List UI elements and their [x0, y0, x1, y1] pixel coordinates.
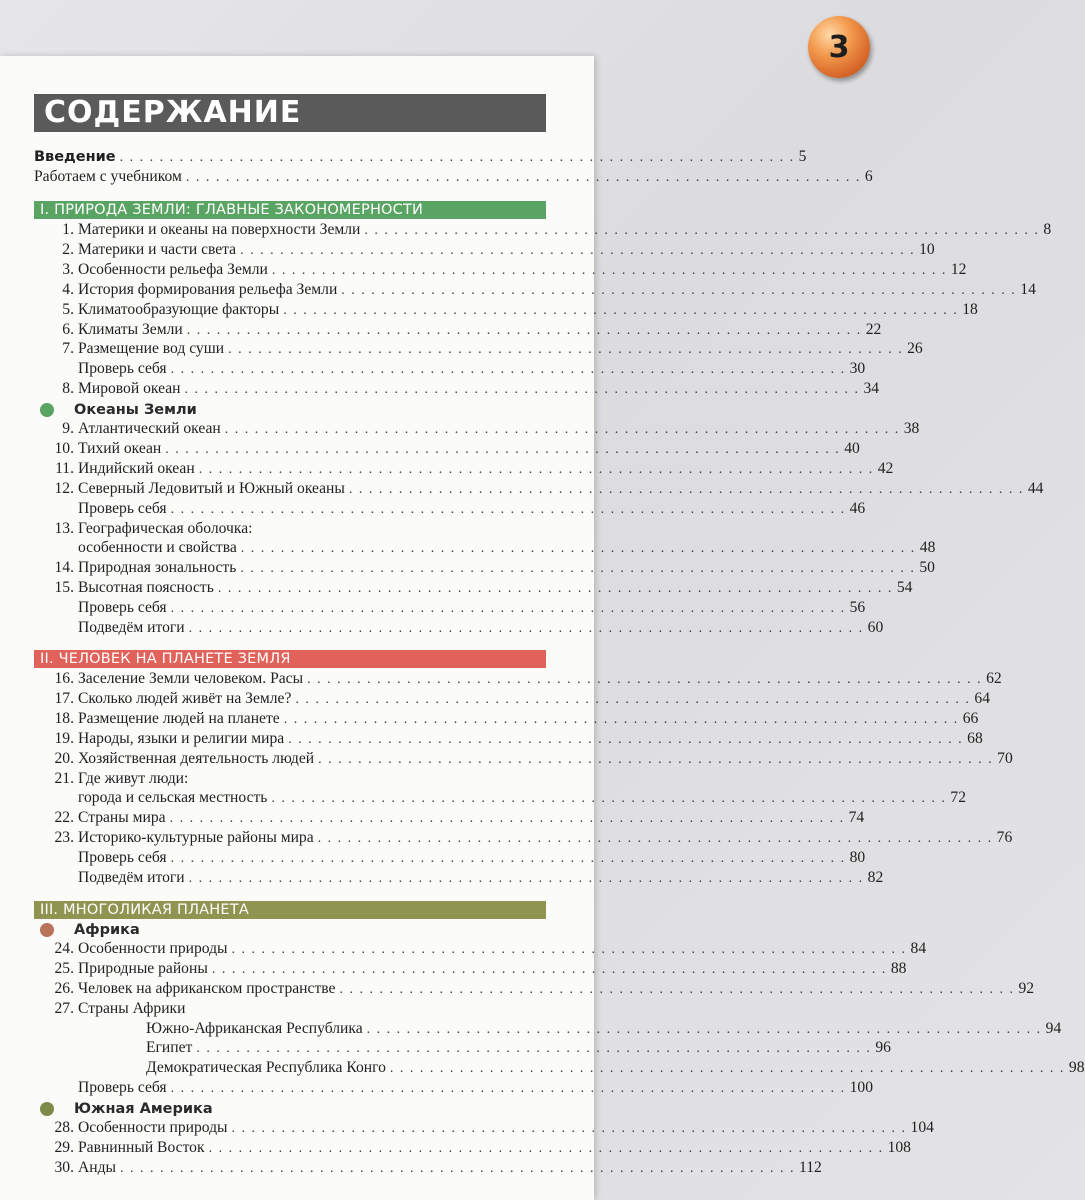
toc-entry-number: 10. — [54, 439, 74, 457]
dot-leader: . . . . . . . . . . . . . . . . . . . . . . . . . . . . . . . . . . . . . . . . . . . . . . . . . . . . . . . . . . . . . . . . . . . . — [196, 1041, 872, 1057]
toc-entry-number: 29. — [54, 1138, 74, 1156]
toc-entry-title: Климатообразующие факторы — [78, 300, 280, 318]
toc-entry-title: Размещение людей на планете — [78, 709, 280, 727]
toc-entry-number: 15. — [54, 579, 74, 597]
dot-leader: . . . . . . . . . . . . . . . . . . . . . . . . . . . . . . . . . . . . . . . . . . . . . . . . . . . . . . . . . . . . . . . . . . . . — [211, 961, 887, 977]
toc-entry-page: 80 — [849, 849, 866, 867]
toc-entry-title: Высотная поясность — [78, 579, 214, 597]
section-heading-1 — [34, 201, 546, 219]
toc-entry-title: Атлантический океан — [78, 420, 221, 437]
toc-entry-page: 50 — [919, 559, 935, 577]
toc-entry-title: Проверь себя — [78, 599, 167, 617]
toc-entry-title: Проверь себя — [78, 499, 167, 517]
bullet-dot-icon — [40, 1102, 54, 1116]
toc-entry-title: Географическая оболочка: — [78, 519, 253, 537]
toc-entry-page: 108 — [887, 1138, 911, 1156]
dot-leader: . . . . . . . . . . . . . . . . . . . . . . . . . . . . . . . . . . . . . . . . . . . . . . . . . . . . . . . . . . . . . . . . . . . . — [188, 621, 864, 636]
toc-entry-title: Природные районы — [78, 959, 208, 977]
toc-entry-title: Египет — [146, 1039, 193, 1057]
toc-entry-number: 6. — [62, 320, 74, 338]
toc-entry-number: 21. — [54, 769, 74, 787]
dot-leader: . . . . . . . . . . . . . . . . . . . . . . . . . . . . . . . . . . . . . . . . . . . . . . . . . . . . . . . . . . . . . . . . . . . . — [231, 941, 907, 957]
toc-entry — [34, 380, 880, 400]
subsection-oceans-text: Океаны Земли — [74, 402, 197, 419]
toc-entry-title: Введение — [34, 149, 116, 165]
toc-entry — [34, 439, 860, 460]
toc-entry-page: 96 — [875, 1039, 891, 1057]
contents-page — [0, 56, 1085, 1200]
dot-leader: . . . . . . . . . . . . . . . . . . . . . . . . . . . . . . . . . . . . . . . . . . . . . . . . . . . . . . . . . . . . . . . . . . . . — [185, 170, 861, 185]
toc-entry-page: 112 — [799, 1158, 822, 1176]
toc-entry-number: 3. — [62, 260, 74, 278]
toc-entry-page: 88 — [890, 959, 907, 977]
toc-entry-page: 18 — [962, 300, 978, 318]
dot-leader: . . . . . . . . . . . . . . . . . . . . . . . . . . . . . . . . . . . . . . . . . . . . . . . . . . . . . . . . . . . . . . . . . . . . — [170, 362, 846, 378]
toc-entry — [34, 979, 1035, 1000]
toc-entry — [34, 1000, 546, 1020]
toc-entry — [34, 260, 967, 281]
page-title-text: СОДЕРЖАНИЕ — [44, 95, 302, 130]
toc-entry-page: 94 — [1045, 1019, 1062, 1037]
toc-entry-number: 24. — [54, 939, 74, 957]
toc-entry-number: 17. — [54, 689, 74, 707]
toc-entry-page: 74 — [848, 809, 865, 827]
toc-entry-page: 104 — [910, 1119, 934, 1136]
toc-entry-number: 4. — [62, 280, 74, 298]
toc-entry-number: 12. — [54, 479, 74, 497]
dot-leader: . . . . . . . . . . . . . . . . . . . . . . . . . . . . . . . . . . . . . . . . . . . . . . . . . . . . . . . . . . . . . . . . . . . . — [186, 322, 862, 338]
toc-entry — [34, 959, 907, 980]
toc-entry-number: 25. — [54, 959, 74, 977]
dot-leader: . . . . . . . . . . . . . . . . . . . . . . . . . . . . . . . . . . . . . . . . . . . . . . . . . . . . . . . . . . . . . . . . . . . . — [271, 791, 947, 807]
toc-entry — [34, 280, 1036, 301]
toc-entry-title: Народы, языки и религии мира — [78, 729, 285, 747]
toc-entry-page: 84 — [910, 939, 927, 957]
toc-entry-title: Страны мира — [78, 809, 166, 827]
toc-entry-page: 38 — [903, 420, 920, 437]
toc-entry — [34, 749, 1013, 770]
toc-entry — [34, 499, 866, 520]
dot-leader: . . . . . . . . . . . . . . . . . . . . . . . . . . . . . . . . . . . . . . . . . . . . . . . . . . . . . . . . . . . . . . . . . . . . — [366, 1021, 1042, 1037]
dot-leader: . . . . . . . . . . . . . . . . . . . . . . . . . . . . . . . . . . . . . . . . . . . . . . . . . . . . . . . . . . . . . . . . . . . . — [120, 1160, 796, 1176]
dot-leader: . . . . . . . . . . . . . . . . . . . . . . . . . . . . . . . . . . . . . . . . . . . . . . . . . . . . . . . . . . . . . . . . . . . . — [364, 223, 1040, 238]
dot-leader: . . . . . . . . . . . . . . . . . . . . . . . . . . . . . . . . . . . . . . . . . . . . . . . . . . . . . . . . . . . . . . . . . . . . — [170, 851, 846, 867]
dot-leader: . . . . . . . . . . . . . . . . . . . . . . . . . . . . . . . . . . . . . . . . . . . . . . . . . . . . . . . . . . . . . . . . . . . . — [231, 1121, 907, 1136]
toc-entry-title: Сколько людей живёт на Земле? — [78, 689, 292, 707]
toc-entry-number: 7. — [62, 340, 74, 358]
toc-entry-number: 14. — [54, 559, 74, 577]
dot-leader: . . . . . . . . . . . . . . . . . . . . . . . . . . . . . . . . . . . . . . . . . . . . . . . . . . . . . . . . . . . . . . . . . . . . — [317, 831, 993, 847]
dot-leader: . . . . . . . . . . . . . . . . . . . . . . . . . . . . . . . . . . . . . . . . . . . . . . . . . . . . . . . . . . . . . . . . . . . . — [198, 461, 874, 477]
toc-entry-page: 76 — [996, 829, 1013, 847]
dot-leader: . . . . . . . . . . . . . . . . . . . . . . . . . . . . . . . . . . . . . . . . . . . . . . . . . . . . . . . . . . . . . . . . . . . . — [170, 1081, 846, 1097]
toc-entry — [34, 809, 865, 829]
dot-leader: . . . . . . . . . . . . . . . . . . . . . . . . . . . . . . . . . . . . . . . . . . . . . . . . . . . . . . . . . . . . . . . . . . . . — [341, 282, 1017, 298]
toc-entry — [34, 360, 866, 380]
toc-entry-title: Климаты Земли — [78, 320, 183, 338]
subsection-oceans — [34, 400, 197, 420]
toc-entry-page: 26 — [907, 340, 923, 358]
dot-leader: . . . . . . . . . . . . . . . . . . . . . . . . . . . . . . . . . . . . . . . . . . . . . . . . . . . . . . . . . . . . . . . . . . . . — [389, 1061, 1065, 1077]
toc-entry-title: Человек на африканском пространстве — [78, 979, 336, 997]
toc-entry-page: 68 — [967, 729, 983, 747]
toc-entry-number: 8. — [62, 380, 74, 398]
bullet-dot-icon — [40, 403, 54, 417]
toc-entry — [34, 420, 920, 440]
toc-entry-title: Равнинный Восток — [78, 1138, 205, 1156]
toc-entry-number: 27. — [54, 999, 74, 1017]
toc-entry-page: 14 — [1020, 280, 1036, 298]
dot-leader: . . . . . . . . . . . . . . . . . . . . . . . . . . . . . . . . . . . . . . . . . . . . . . . . . . . . . . . . . . . . . . . . . . . . — [339, 981, 1015, 997]
dot-leader: . . . . . . . . . . . . . . . . . . . . . . . . . . . . . . . . . . . . . . . . . . . . . . . . . . . . . . . . . . . . . . . . . . . . — [295, 691, 971, 707]
section-heading-2 — [34, 650, 546, 668]
dot-leader: . . . . . . . . . . . . . . . . . . . . . . . . . . . . . . . . . . . . . . . . . . . . . . . . . . . . . . . . . . . . . . . . . . . . — [228, 342, 904, 358]
section-heading-2-text: II. ЧЕЛОВЕК НА ПЛАНЕТЕ ЗЕМЛЯ — [40, 651, 291, 667]
toc-entry — [34, 459, 894, 480]
subsection-africa-text: Африка — [74, 922, 140, 938]
toc-entry-title: Проверь себя — [78, 360, 167, 378]
toc-entry-number: 13. — [54, 519, 74, 537]
toc-entry — [34, 579, 913, 599]
toc-entry-page: 56 — [849, 599, 866, 617]
toc-entry-page: 48 — [919, 539, 936, 557]
toc-entry-number: 26. — [54, 979, 74, 997]
dot-leader: . . . . . . . . . . . . . . . . . . . . . . . . . . . . . . . . . . . . . . . . . . . . . . . . . . . . . . . . . . . . . . . . . . . . — [318, 751, 994, 767]
section-heading-3 — [34, 901, 546, 919]
toc-entry-title: Подведём итоги — [78, 619, 185, 636]
toc-entry-title: Проверь себя — [78, 849, 167, 867]
toc-entry-number: 22. — [54, 809, 74, 827]
toc-entry-page: 42 — [877, 459, 894, 477]
toc-entry-page: 98 — [1068, 1059, 1085, 1077]
toc-entry-page: 60 — [867, 619, 884, 636]
toc-entry — [34, 559, 935, 579]
toc-entry-title: История формирования рельефа Земли — [78, 280, 338, 298]
toc-entry-number: 18. — [54, 709, 74, 727]
dot-leader: . . . . . . . . . . . . . . . . . . . . . . . . . . . . . . . . . . . . . . . . . . . . . . . . . . . . . . . . . . . . . . . . . . . . — [283, 302, 959, 318]
dot-leader: . . . . . . . . . . . . . . . . . . . . . . . . . . . . . . . . . . . . . . . . . . . . . . . . . . . . . . . . . . . . . . . . . . . . — [165, 441, 841, 457]
toc-entry-page: 70 — [997, 749, 1013, 767]
toc-entry-page: 72 — [950, 789, 967, 807]
toc-entry-number: 5. — [62, 300, 74, 318]
section-heading-3-text: III. МНОГОЛИКАЯ ПЛАНЕТА — [40, 902, 249, 918]
toc-entry-page: 54 — [896, 579, 913, 597]
dot-leader: . . . . . . . . . . . . . . . . . . . . . . . . . . . . . . . . . . . . . . . . . . . . . . . . . . . . . . . . . . . . . . . . . . . . — [240, 541, 916, 557]
toc-entry-title: особенности и свойства — [78, 539, 237, 557]
toc-entry-number: 9. — [62, 420, 74, 437]
toc-entry — [34, 599, 866, 619]
toc-entry — [34, 1119, 934, 1139]
subsection-south-america — [34, 1099, 213, 1119]
toc-entry-title: Где живут люди: — [78, 769, 189, 787]
toc-entry-page: 40 — [844, 439, 860, 457]
toc-entry-page: 82 — [867, 869, 884, 886]
toc-entry — [34, 670, 1002, 690]
dot-leader: . . . . . . . . . . . . . . . . . . . . . . . . . . . . . . . . . . . . . . . . . . . . . . . . . . . . . . . . . . . . . . . . . . . . — [169, 811, 845, 827]
dot-leader: . . . . . . . . . . . . . . . . . . . . . . . . . . . . . . . . . . . . . . . . . . . . . . . . . . . . . . . . . . . . . . . . . . . . — [288, 731, 964, 747]
toc-entry-title: Мировой океан — [78, 380, 181, 398]
dot-leader: . . . . . . . . . . . . . . . . . . . . . . . . . . . . . . . . . . . . . . . . . . . . . . . . . . . . . . . . . . . . . . . . . . . . — [224, 422, 900, 437]
toc-entry-title: Природная зональность — [78, 559, 237, 577]
toc-entry — [34, 789, 967, 809]
toc-entry-number: 23. — [54, 829, 74, 847]
toc-entry — [34, 221, 1052, 241]
dot-leader: . . . . . . . . . . . . . . . . . . . . . . . . . . . . . . . . . . . . . . . . . . . . . . . . . . . . . . . . . . . . . . . . . . . . — [240, 242, 916, 258]
toc-entry-page: 44 — [1027, 479, 1044, 497]
toc-entry — [34, 729, 983, 750]
toc-entry-page: 62 — [986, 670, 1002, 687]
dot-leader: . . . . . . . . . . . . . . . . . . . . . . . . . . . . . . . . . . . . . . . . . . . . . . . . . . . . . . . . . . . . . . . . . . . . — [217, 581, 893, 597]
toc-entry — [34, 829, 1013, 849]
toc-entry-title: Тихий океан — [78, 439, 162, 457]
toc-entry-title: Заселение Земли человеком. Расы — [78, 670, 304, 687]
dot-leader: . . . . . . . . . . . . . . . . . . . . . . . . . . . . . . . . . . . . . . . . . . . . . . . . . . . . . . . . . . . . . . . . . . . . — [119, 150, 795, 165]
toc-entry-title: Особенности природы — [78, 939, 228, 957]
toc-entry-page: 66 — [962, 709, 979, 727]
toc-entry-page: 8 — [1043, 221, 1052, 238]
toc-entry — [34, 240, 935, 261]
toc-entry — [34, 320, 882, 341]
toc-entry — [34, 1019, 1062, 1040]
toc-entry-title: Материки и части света — [78, 240, 237, 258]
toc-entry-title: Особенности природы — [78, 1119, 228, 1136]
toc-entry — [34, 520, 546, 540]
toc-entry-title: Особенности рельефа Земли — [78, 260, 268, 278]
toc-entry — [34, 340, 923, 360]
toc-entry — [34, 1059, 1085, 1079]
toc-entry-number: 2. — [62, 240, 74, 258]
dot-leader: . . . . . . . . . . . . . . . . . . . . . . . . . . . . . . . . . . . . . . . . . . . . . . . . . . . . . . . . . . . . . . . . . . . . — [170, 601, 846, 617]
page-number-badge: 3 — [808, 16, 870, 78]
toc-entry — [34, 1158, 822, 1179]
toc-entry — [34, 168, 873, 188]
subsection-south-america-text: Южная Америка — [74, 1101, 213, 1118]
toc-entry-title: Страны Африки — [78, 999, 186, 1017]
toc-entry — [34, 1138, 911, 1159]
toc-entry-number: 20. — [54, 749, 74, 767]
toc-entry-page: 64 — [974, 689, 990, 707]
toc-entry-number: 19. — [54, 729, 74, 747]
dot-leader: . . . . . . . . . . . . . . . . . . . . . . . . . . . . . . . . . . . . . . . . . . . . . . . . . . . . . . . . . . . . . . . . . . . . — [184, 382, 860, 398]
toc-entry-page: 30 — [849, 360, 866, 378]
toc-entry — [34, 849, 866, 869]
dot-leader: . . . . . . . . . . . . . . . . . . . . . . . . . . . . . . . . . . . . . . . . . . . . . . . . . . . . . . . . . . . . . . . . . . . . — [208, 1140, 884, 1156]
toc-entry-title: Материки и океаны на поверхности Земли — [78, 221, 361, 238]
toc-entry-page: 92 — [1018, 979, 1035, 997]
toc-entry-title: Работаем с учебником — [34, 168, 182, 185]
toc-entry-title: Историко-культурные районы мира — [78, 829, 314, 847]
toc-entry — [34, 300, 978, 321]
dot-leader: . . . . . . . . . . . . . . . . . . . . . . . . . . . . . . . . . . . . . . . . . . . . . . . . . . . . . . . . . . . . . . . . . . . . — [283, 711, 959, 727]
toc-entry-title: Демократическая Республика Конго — [146, 1059, 386, 1077]
toc-entry-page: 12 — [950, 260, 967, 278]
toc-entry-page: 100 — [849, 1079, 873, 1097]
toc-entry-title: Размещение вод суши — [78, 340, 225, 358]
toc-entry-number: 16. — [54, 670, 74, 687]
bullet-dot-icon — [40, 923, 54, 937]
toc-entry-title: Индийский океан — [78, 459, 195, 477]
toc-entry-title: Северный Ледовитый и Южный океаны — [78, 479, 345, 497]
toc-entry-page: 10 — [919, 240, 935, 258]
toc-entry — [34, 539, 936, 559]
toc-entry-title: Южно-Африканская Республика — [146, 1019, 363, 1037]
toc-entry-number: 1. — [62, 221, 74, 238]
toc-entry — [34, 148, 807, 168]
toc-entry-title: Подведём итоги — [78, 869, 185, 886]
subsection-africa — [34, 920, 140, 940]
dot-leader: . . . . . . . . . . . . . . . . . . . . . . . . . . . . . . . . . . . . . . . . . . . . . . . . . . . . . . . . . . . . . . . . . . . . — [271, 262, 947, 278]
toc-entry-number: 28. — [54, 1119, 74, 1136]
toc-entry — [34, 770, 546, 790]
toc-entry-page: 6 — [864, 168, 873, 185]
toc-entry-title: города и сельская местность — [78, 789, 268, 807]
dot-leader: . . . . . . . . . . . . . . . . . . . . . . . . . . . . . . . . . . . . . . . . . . . . . . . . . . . . . . . . . . . . . . . . . . . . — [348, 481, 1024, 497]
toc-entry — [34, 1039, 891, 1059]
toc-entry-page: 22 — [865, 320, 882, 338]
section-heading-1-text: I. ПРИРОДА ЗЕМЛИ: ГЛАВНЫЕ ЗАКОНОМЕРНОСТИ — [40, 202, 424, 218]
toc-entry-number: 11. — [55, 459, 74, 477]
toc-entry — [34, 689, 990, 710]
toc-entry — [34, 869, 884, 889]
dot-leader: . . . . . . . . . . . . . . . . . . . . . . . . . . . . . . . . . . . . . . . . . . . . . . . . . . . . . . . . . . . . . . . . . . . . — [170, 501, 846, 517]
toc-entry-page: 34 — [863, 380, 880, 398]
toc-entry-page: 46 — [849, 499, 866, 517]
toc-entry-title: Проверь себя — [78, 1079, 167, 1097]
page-title — [34, 94, 546, 132]
dot-leader: . . . . . . . . . . . . . . . . . . . . . . . . . . . . . . . . . . . . . . . . . . . . . . . . . . . . . . . . . . . . . . . . . . . . — [188, 871, 864, 886]
dot-leader: . . . . . . . . . . . . . . . . . . . . . . . . . . . . . . . . . . . . . . . . . . . . . . . . . . . . . . . . . . . . . . . . . . . . — [240, 561, 916, 577]
toc-entry — [34, 479, 1044, 500]
toc-entry-number: 30. — [54, 1158, 74, 1176]
toc-entry — [34, 619, 884, 639]
dot-leader: . . . . . . . . . . . . . . . . . . . . . . . . . . . . . . . . . . . . . . . . . . . . . . . . . . . . . . . . . . . . . . . . . . . . — [307, 672, 983, 687]
toc-entry-title: Анды — [78, 1158, 117, 1176]
toc-entry — [34, 709, 979, 730]
toc-entry — [34, 939, 927, 960]
toc-entry — [34, 1079, 873, 1099]
toc-entry-page: 5 — [798, 148, 807, 165]
toc-entry-title: Хозяйственная деятельность людей — [78, 749, 315, 767]
